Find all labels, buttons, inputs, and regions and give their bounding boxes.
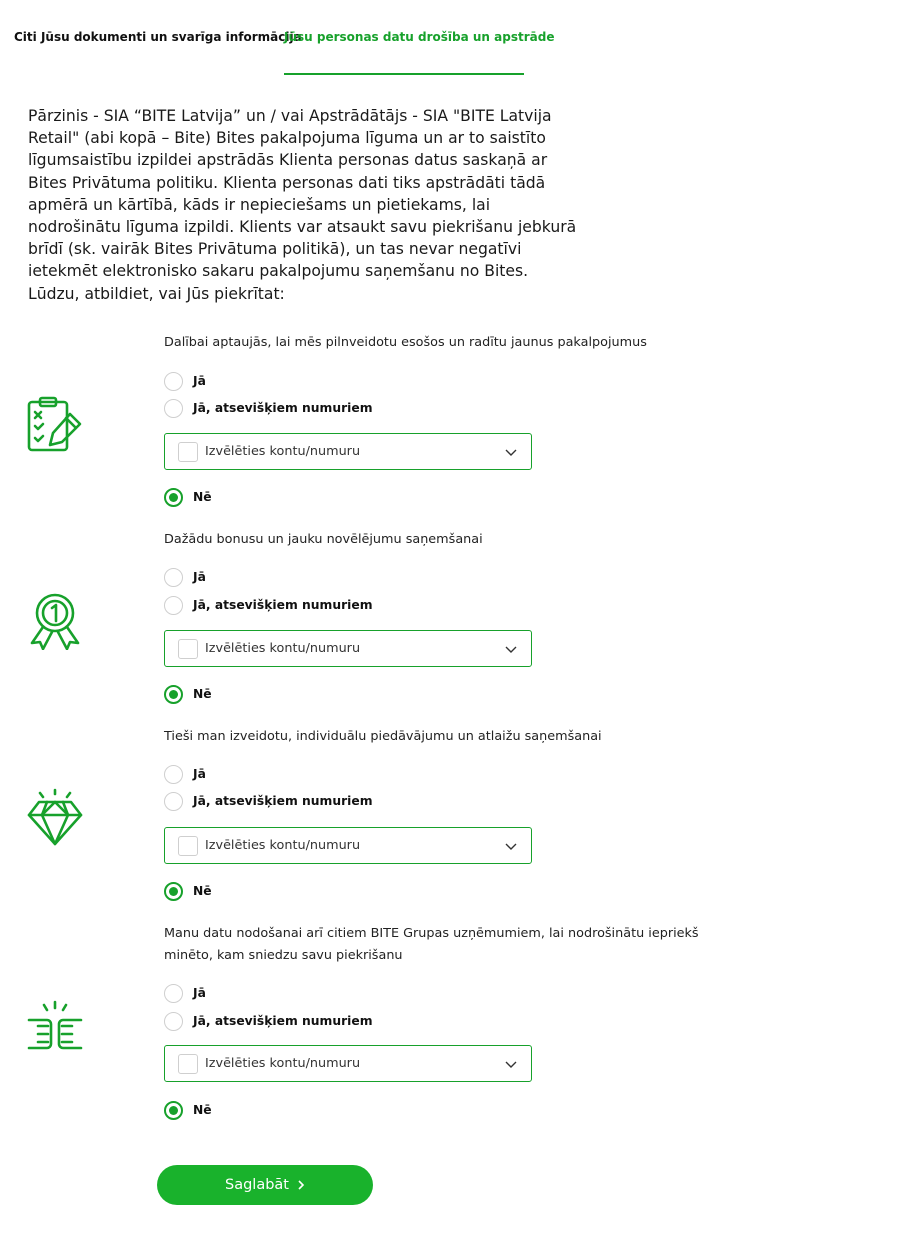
account-select-dropdown[interactable]: [164, 433, 532, 470]
chevron-down-icon: [505, 643, 517, 655]
select-placeholder: Izvēlēties kontu/numuru: [205, 641, 361, 656]
tab-documents[interactable]: Citi Jūsu dokumenti un svarīga informācija: [14, 30, 302, 44]
consent-question-line: minēto, kam sniedzu savu piekrišanu: [164, 948, 403, 963]
option-label: Jā, atsevišķiem numuriem: [193, 1014, 373, 1028]
option-label: Jā: [193, 986, 206, 1000]
radio-yes[interactable]: [164, 984, 183, 1003]
fist-bump-icon: [26, 1000, 84, 1058]
option-yes[interactable]: [164, 567, 206, 587]
option-label: Jā, atsevišķiem numuriem: [193, 794, 373, 808]
option-label: Jā: [193, 767, 206, 781]
intro-line: Pārzinis - SIA “BITE Latvija” un / vai Apstrādātājs - SIA "BITE Latvija: [28, 107, 552, 125]
option-label: Jā, atsevišķiem numuriem: [193, 401, 373, 415]
option-no[interactable]: [164, 881, 212, 901]
consent-question: Dalībai aptaujās, lai mēs pilnveidotu esošos un radītu jaunus pakalpojumus: [164, 335, 647, 350]
account-select-dropdown[interactable]: [164, 1045, 532, 1082]
radio-yes[interactable]: [164, 568, 183, 587]
tab-privacy[interactable]: Jūsu personas datu drošība un apstrāde: [284, 30, 555, 44]
option-partial[interactable]: [164, 791, 373, 811]
radio-yes[interactable]: [164, 372, 183, 391]
select-checkbox[interactable]: [178, 836, 198, 856]
consent-question-line: Manu datu nodošanai arī citiem BITE Grupas uzņēmumiem, lai nodrošinātu iepriekš: [164, 926, 699, 941]
option-yes[interactable]: [164, 371, 206, 391]
select-placeholder: Izvēlēties kontu/numuru: [205, 444, 361, 459]
radio-partial[interactable]: [164, 792, 183, 811]
radio-partial[interactable]: [164, 399, 183, 418]
option-label: Jā: [193, 374, 206, 388]
intro-line: ietekmēt elektronisko sakaru pakalpojumu saņemšanu no Bites.: [28, 262, 529, 281]
consent-question: Dažādu bonusu un jauku novēlējumu saņemšanai: [164, 532, 483, 547]
option-label: Nē: [193, 490, 212, 504]
radio-no-selected[interactable]: [164, 1101, 183, 1120]
intro-line: nodrošinātu līguma izpildi. Klients var atsaukt savu piekrišanu jebkurā: [28, 218, 577, 237]
option-no[interactable]: [164, 1100, 212, 1120]
radio-no-selected[interactable]: [164, 882, 183, 901]
account-select-dropdown[interactable]: [164, 630, 532, 667]
option-partial[interactable]: [164, 595, 373, 615]
option-yes[interactable]: [164, 983, 206, 1003]
option-partial[interactable]: [164, 1011, 373, 1031]
option-partial[interactable]: [164, 398, 373, 418]
select-checkbox[interactable]: [178, 442, 198, 462]
select-checkbox[interactable]: [178, 639, 198, 659]
intro-line: brīdī (sk. vairāk Bites Privātuma politikā), un tas nevar negatīvi: [28, 240, 522, 259]
chevron-down-icon: [505, 446, 517, 458]
option-no[interactable]: [164, 487, 212, 507]
radio-no-selected[interactable]: [164, 685, 183, 704]
intro-line: līgumsaistību izpildei apstrādās Klienta personas datus saskaņā ar: [28, 151, 548, 170]
option-yes[interactable]: [164, 764, 206, 784]
intro-line: Retail" (abi kopā – Bite) Bites pakalpojuma līguma un ar to saistīto: [28, 129, 546, 148]
intro-line: Lūdzu, atbildiet, vai Jūs piekrītat:: [28, 284, 285, 303]
select-checkbox[interactable]: [178, 1054, 198, 1074]
intro-line: Bites Privātuma politiku. Klienta personas dati tiks apstrādāti tādā: [28, 173, 546, 192]
chevron-right-icon: [297, 1179, 305, 1191]
save-button-label: Saglabāt: [225, 1177, 289, 1193]
option-label: Nē: [193, 1103, 212, 1117]
select-placeholder: Izvēlēties kontu/numuru: [205, 1056, 361, 1071]
option-label: Nē: [193, 687, 212, 701]
radio-no-selected[interactable]: [164, 488, 183, 507]
chevron-down-icon: [505, 840, 517, 852]
chevron-down-icon: [505, 1058, 517, 1070]
option-label: Nē: [193, 884, 212, 898]
option-no[interactable]: [164, 684, 212, 704]
consent-question: [164, 923, 724, 967]
option-label: Jā: [193, 570, 206, 584]
intro-text: [28, 105, 600, 305]
radio-partial[interactable]: [164, 1012, 183, 1031]
option-label: Jā, atsevišķiem numuriem: [193, 598, 373, 612]
consent-question: Tieši man izveidotu, individuālu piedāvājumu un atlaižu saņemšanai: [164, 729, 602, 744]
intro-line: apmērā un kārtībā, kāds ir nepieciešams un pietiekams, lai: [28, 195, 491, 214]
radio-partial[interactable]: [164, 596, 183, 615]
active-tab-indicator: [284, 73, 524, 75]
select-placeholder: Izvēlēties kontu/numuru: [205, 838, 361, 853]
clipboard-checklist-icon: [26, 396, 84, 454]
award-medal-icon: [26, 592, 84, 650]
diamond-icon: [26, 788, 84, 846]
radio-yes[interactable]: [164, 765, 183, 784]
account-select-dropdown[interactable]: [164, 827, 532, 864]
tabs-bar: [0, 0, 900, 78]
save-button[interactable]: [157, 1165, 373, 1205]
